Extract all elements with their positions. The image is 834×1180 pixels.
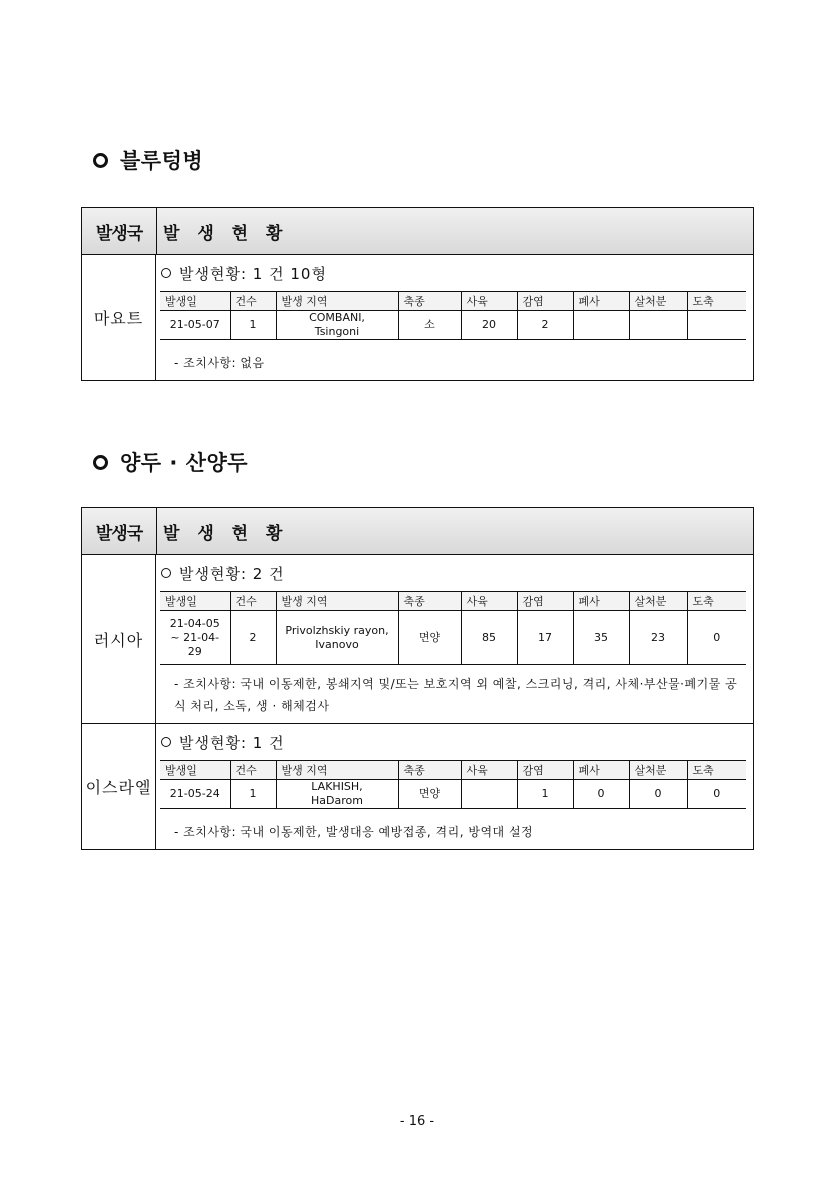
cell-held: 85 (461, 611, 517, 665)
outbreak-data-table (160, 591, 746, 665)
col-slaughtered: 도축 (687, 761, 746, 780)
outbreak-status-text: 발생현황: 2 건 (179, 564, 285, 583)
cell-culled: 23 (629, 611, 687, 665)
outbreak-data-table (160, 760, 746, 809)
col-infected: 감염 (517, 592, 573, 611)
action-note: - 조치사항: 국내 이동제한, 봉쇄지역 및/또는 보호지역 외 예찰, 스크리닝, 격리, 사체·부산물·폐기물 공식 처리, 소독, 생 · 해체검사 (174, 677, 738, 713)
page-number: - 16 - (399, 1114, 435, 1129)
bullet-circle-icon (161, 568, 171, 578)
outbreak-status (160, 730, 753, 754)
col-held: 사육 (461, 292, 517, 311)
cell-culled (629, 311, 687, 340)
col-region: 발생 지역 (276, 592, 398, 611)
section-title-bluetongue (93, 145, 203, 175)
col-date: 발생일 (160, 292, 230, 311)
cell-species: 면양 (398, 611, 461, 665)
bullet-circle-icon (161, 737, 171, 747)
bullet-circle-icon (93, 455, 108, 470)
outbreak-status-text: 발생현황: 1 건 (179, 733, 285, 752)
col-count: 건수 (230, 761, 276, 780)
col-dead: 폐사 (573, 292, 629, 311)
outbreak-status-text: 발생현황: 1 건 10형 (179, 264, 327, 283)
table-header (82, 208, 753, 255)
cell-slaughtered: 0 (687, 780, 746, 809)
outbreak-data-table (160, 291, 746, 340)
section-title-text: 양두 · 산양두 (120, 451, 249, 475)
header-status: 발 생 현 황 (163, 523, 289, 544)
bullet-circle-icon (93, 153, 108, 168)
col-region: 발생 지역 (276, 761, 398, 780)
cell-slaughtered (687, 311, 746, 340)
cell-count: 2 (230, 611, 276, 665)
col-count: 건수 (230, 592, 276, 611)
action-note: - 조치사항: 국내 이동제한, 발생대응 예방접종, 격리, 방역대 설정 (174, 825, 534, 839)
country-detail (156, 555, 753, 723)
col-date: 발생일 (160, 592, 230, 611)
header-country: 발생국 (82, 508, 157, 554)
country-detail (156, 724, 753, 849)
col-held: 사육 (461, 761, 517, 780)
col-slaughtered: 도축 (687, 592, 746, 611)
country-row-mayotte (82, 255, 753, 380)
outbreak-status (160, 561, 753, 585)
cell-infected: 2 (517, 311, 573, 340)
col-infected: 감염 (517, 761, 573, 780)
cell-slaughtered: 0 (687, 611, 746, 665)
col-species: 축종 (398, 292, 461, 311)
col-slaughtered: 도축 (687, 292, 746, 311)
cell-region: COMBANI, Tsingoni (276, 311, 398, 340)
col-dead: 폐사 (573, 592, 629, 611)
col-dead: 폐사 (573, 761, 629, 780)
table-header-row (160, 592, 746, 611)
outbreak-table-sheep-goat-pox (81, 507, 754, 850)
col-culled: 살처분 (629, 292, 687, 311)
col-species: 축종 (398, 761, 461, 780)
col-infected: 감염 (517, 292, 573, 311)
action-note: - 조치사항: 없음 (174, 356, 265, 370)
country-name: 이스라엘 (82, 724, 156, 849)
section-title-sheep-goat-pox (93, 447, 248, 477)
table-row (160, 311, 746, 340)
cell-date: 21-05-24 (160, 780, 230, 809)
col-culled: 살처분 (629, 761, 687, 780)
table-header-row (160, 761, 746, 780)
col-culled: 살처분 (629, 592, 687, 611)
outbreak-status (160, 261, 753, 285)
country-row-russia (82, 555, 753, 723)
table-header-row (160, 292, 746, 311)
header-status: 발 생 현 황 (163, 223, 289, 244)
country-detail (156, 255, 753, 380)
cell-region: LAKHISH, HaDarom (276, 780, 398, 809)
cell-count: 1 (230, 311, 276, 340)
col-species: 축종 (398, 592, 461, 611)
cell-count: 1 (230, 780, 276, 809)
cell-culled: 0 (629, 780, 687, 809)
cell-held (461, 780, 517, 809)
table-row (160, 611, 746, 665)
cell-region: Privolzhskiy rayon, Ivanovo (276, 611, 398, 665)
col-count: 건수 (230, 292, 276, 311)
country-name: 마요트 (82, 255, 156, 380)
col-held: 사육 (461, 592, 517, 611)
bullet-circle-icon (161, 268, 171, 278)
col-date: 발생일 (160, 761, 230, 780)
cell-dead: 0 (573, 780, 629, 809)
country-name: 러시아 (82, 555, 156, 723)
table-header (82, 508, 753, 555)
cell-date: 21-04-05 ~ 21-04-29 (160, 611, 230, 665)
section-title-text: 블루텅병 (120, 149, 204, 173)
country-row-israel (82, 723, 753, 849)
cell-date: 21-05-07 (160, 311, 230, 340)
cell-infected: 1 (517, 780, 573, 809)
cell-dead (573, 311, 629, 340)
cell-dead: 35 (573, 611, 629, 665)
col-region: 발생 지역 (276, 292, 398, 311)
cell-species: 면양 (398, 780, 461, 809)
header-country: 발생국 (82, 208, 157, 254)
outbreak-table-bluetongue (81, 207, 754, 381)
cell-species: 소 (398, 311, 461, 340)
table-row (160, 780, 746, 809)
cell-held: 20 (461, 311, 517, 340)
cell-infected: 17 (517, 611, 573, 665)
